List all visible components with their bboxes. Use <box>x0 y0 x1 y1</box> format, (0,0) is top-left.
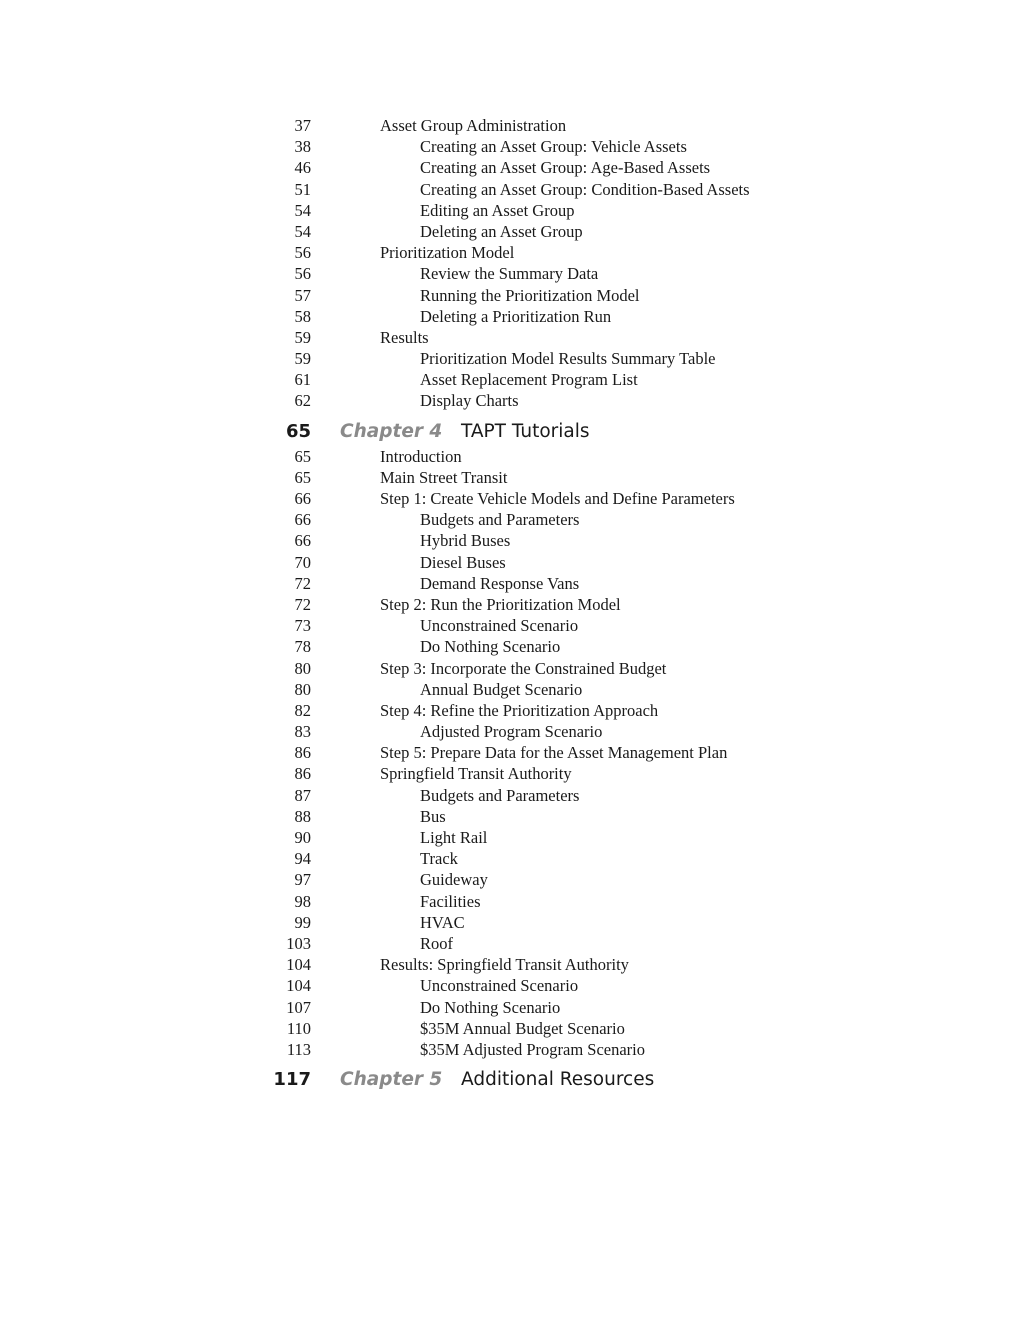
toc-page-number: 99 <box>294 912 311 932</box>
chapter-title: Additional Resources <box>461 1069 655 1091</box>
toc-subsection-title: Do Nothing Scenario <box>420 637 561 657</box>
toc-subsection-title: Running the Prioritization Model <box>420 285 640 305</box>
toc-subsection-title: Adjusted Program Scenario <box>420 722 603 742</box>
toc-entry <box>0 742 1020 763</box>
toc-subsection-title: Deleting an Asset Group <box>420 221 583 241</box>
toc-subsection-title: Annual Budget Scenario <box>420 679 583 699</box>
toc-entry <box>0 891 1020 912</box>
toc-chapter-heading <box>0 1063 1020 1097</box>
toc-page-number: 46 <box>294 158 311 178</box>
toc-section-title: Step 2: Run the Prioritization Model <box>380 594 621 614</box>
toc-page-number: 113 <box>286 1039 311 1059</box>
toc-subsection-title: Deleting a Prioritization Run <box>420 306 612 326</box>
toc-page-number: 66 <box>294 531 311 551</box>
toc-entry <box>0 242 1020 263</box>
toc-page-number: 83 <box>294 722 311 742</box>
toc-page-number: 66 <box>294 489 311 508</box>
toc-page-number: 88 <box>294 806 311 826</box>
toc-entry <box>0 785 1020 806</box>
toc-entry <box>0 1039 1020 1060</box>
toc-page-number: 94 <box>294 849 311 869</box>
toc-entry <box>0 348 1020 369</box>
toc-page-number: 104 <box>286 955 311 975</box>
table-of-contents <box>0 115 1020 1094</box>
toc-entry <box>0 954 1020 975</box>
toc-page-number: 72 <box>294 594 311 614</box>
toc-page-number: 54 <box>294 221 311 241</box>
toc-entry <box>0 700 1020 721</box>
toc-subsection-title: Asset Replacement Program List <box>420 370 638 390</box>
toc-entry <box>0 263 1020 284</box>
toc-page-number: 54 <box>294 200 311 220</box>
toc-section-title: Main Street Transit <box>380 467 508 487</box>
toc-entry <box>0 467 1020 488</box>
chapter-title: TAPT Tutorials <box>461 420 590 442</box>
toc-entry <box>0 975 1020 996</box>
toc-subsection-title: Unconstrained Scenario <box>420 976 579 996</box>
toc-page-number: 97 <box>294 870 311 890</box>
toc-page-number: 70 <box>294 552 311 572</box>
toc-entry <box>0 221 1020 242</box>
toc-section-title: Springfield Transit Authority <box>380 764 572 784</box>
toc-page-number: 90 <box>294 828 311 847</box>
toc-entry <box>0 115 1020 136</box>
toc-subsection-title: Bus <box>420 806 446 826</box>
toc-section-title: Asset Group Administration <box>380 116 567 135</box>
toc-page-number: 58 <box>294 306 311 326</box>
toc-page-number: 72 <box>294 573 311 593</box>
toc-page-number: 57 <box>294 285 311 305</box>
toc-page-number: 65 <box>294 467 311 487</box>
toc-subsection-title: Creating an Asset Group: Condition-Based Assets <box>420 179 750 199</box>
toc-entry <box>0 806 1020 827</box>
toc-subsection-title: Editing an Asset Group <box>420 200 575 220</box>
toc-page-number: 61 <box>294 370 311 390</box>
toc-page-number: 110 <box>286 1018 311 1038</box>
toc-subsection-title: Light Rail <box>420 828 488 847</box>
toc-subsection-title: Facilities <box>420 891 481 911</box>
toc-page-number: 37 <box>294 116 311 135</box>
toc-entry <box>0 488 1020 509</box>
toc-page-number: 73 <box>294 616 311 636</box>
toc-entry <box>0 552 1020 573</box>
toc-subsection-title: Roof <box>420 933 453 953</box>
toc-subsection-title: Unconstrained Scenario <box>420 616 579 636</box>
toc-entry <box>0 200 1020 221</box>
toc-subsection-title: Guideway <box>420 870 488 890</box>
toc-page-number: 104 <box>286 976 311 996</box>
toc-subsection-title: Budgets and Parameters <box>420 510 580 530</box>
toc-page-number: 56 <box>294 243 311 263</box>
toc-entry <box>0 369 1020 390</box>
toc-entry <box>0 390 1020 411</box>
toc-page-number: 103 <box>286 933 311 953</box>
toc-page-number: 82 <box>294 700 311 720</box>
toc-entry <box>0 179 1020 200</box>
toc-page-number: 56 <box>294 264 311 284</box>
toc-entry <box>0 636 1020 657</box>
toc-entry <box>0 285 1020 306</box>
toc-section-title: Prioritization Model <box>380 243 515 263</box>
toc-page-number: 98 <box>294 891 311 911</box>
toc-subsection-title: Diesel Buses <box>420 552 506 572</box>
toc-page-number: 86 <box>294 743 311 763</box>
toc-section-title: Results <box>380 327 429 347</box>
toc-entry <box>0 869 1020 890</box>
toc-subsection-title: Creating an Asset Group: Vehicle Assets <box>420 137 687 157</box>
toc-subsection-title: Hybrid Buses <box>420 531 511 551</box>
toc-page-number: 65 <box>294 446 311 466</box>
toc-entry <box>0 827 1020 848</box>
toc-entry <box>0 530 1020 551</box>
toc-entry <box>0 446 1020 467</box>
toc-section-title: Introduction <box>380 446 462 466</box>
toc-entry <box>0 933 1020 954</box>
toc-entry <box>0 327 1020 348</box>
toc-section-title: Step 3: Incorporate the Constrained Budget <box>380 658 667 678</box>
toc-subsection-title: Prioritization Model Results Summary Table <box>420 349 716 369</box>
toc-entry <box>0 136 1020 157</box>
toc-entry <box>0 615 1020 636</box>
toc-page-number: 59 <box>294 327 311 347</box>
toc-subsection-title: $35M Adjusted Program Scenario <box>420 1039 646 1059</box>
toc-entry <box>0 912 1020 933</box>
toc-entry <box>0 509 1020 530</box>
toc-subsection-title: Demand Response Vans <box>420 573 580 593</box>
toc-section-title: Step 1: Create Vehicle Models and Define Parameters <box>380 489 735 508</box>
toc-chapter-heading <box>0 415 1020 449</box>
toc-subsection-title: Budgets and Parameters <box>420 785 580 805</box>
toc-page-number: 38 <box>294 137 311 157</box>
toc-entry <box>0 848 1020 869</box>
toc-entry <box>0 763 1020 784</box>
toc-entry <box>0 306 1020 327</box>
toc-section-title: Results: Springfield Transit Authority <box>380 955 629 975</box>
toc-subsection-title: $35M Annual Budget Scenario <box>420 1018 625 1038</box>
toc-section-title: Step 4: Refine the Prioritization Approach <box>380 700 659 720</box>
toc-subsection-title: Display Charts <box>420 391 519 411</box>
toc-page-number: 51 <box>294 179 311 199</box>
toc-page-number: 86 <box>294 764 311 784</box>
toc-page-number: 66 <box>294 510 311 530</box>
toc-page-number: 107 <box>286 997 311 1017</box>
chapter-label: Chapter 5 <box>340 1069 443 1091</box>
toc-page-number: 80 <box>294 679 311 699</box>
toc-subsection-title: Track <box>420 849 458 869</box>
toc-subsection-title: Do Nothing Scenario <box>420 997 561 1017</box>
toc-entry <box>0 721 1020 742</box>
toc-subsection-title: HVAC <box>420 912 465 932</box>
toc-entry <box>0 1018 1020 1039</box>
toc-page-number: 65 <box>285 420 311 442</box>
toc-subsection-title: Creating an Asset Group: Age-Based Assets <box>420 158 711 178</box>
toc-section-title: Step 5: Prepare Data for the Asset Management Plan <box>380 743 728 763</box>
toc-entry <box>0 679 1020 700</box>
toc-entry <box>0 658 1020 679</box>
toc-page-number: 78 <box>294 637 311 657</box>
toc-page-number: 80 <box>294 658 311 678</box>
chapter-label: Chapter 4 <box>340 420 443 442</box>
toc-subsection-title: Review the Summary Data <box>420 264 599 284</box>
toc-entry <box>0 997 1020 1018</box>
toc-page-number: 87 <box>294 785 311 805</box>
toc-page-number: 117 <box>273 1069 311 1091</box>
toc-entry <box>0 157 1020 178</box>
toc-entry <box>0 573 1020 594</box>
toc-page-number: 62 <box>294 391 311 411</box>
toc-entry <box>0 594 1020 615</box>
toc-page-number: 59 <box>294 349 311 369</box>
